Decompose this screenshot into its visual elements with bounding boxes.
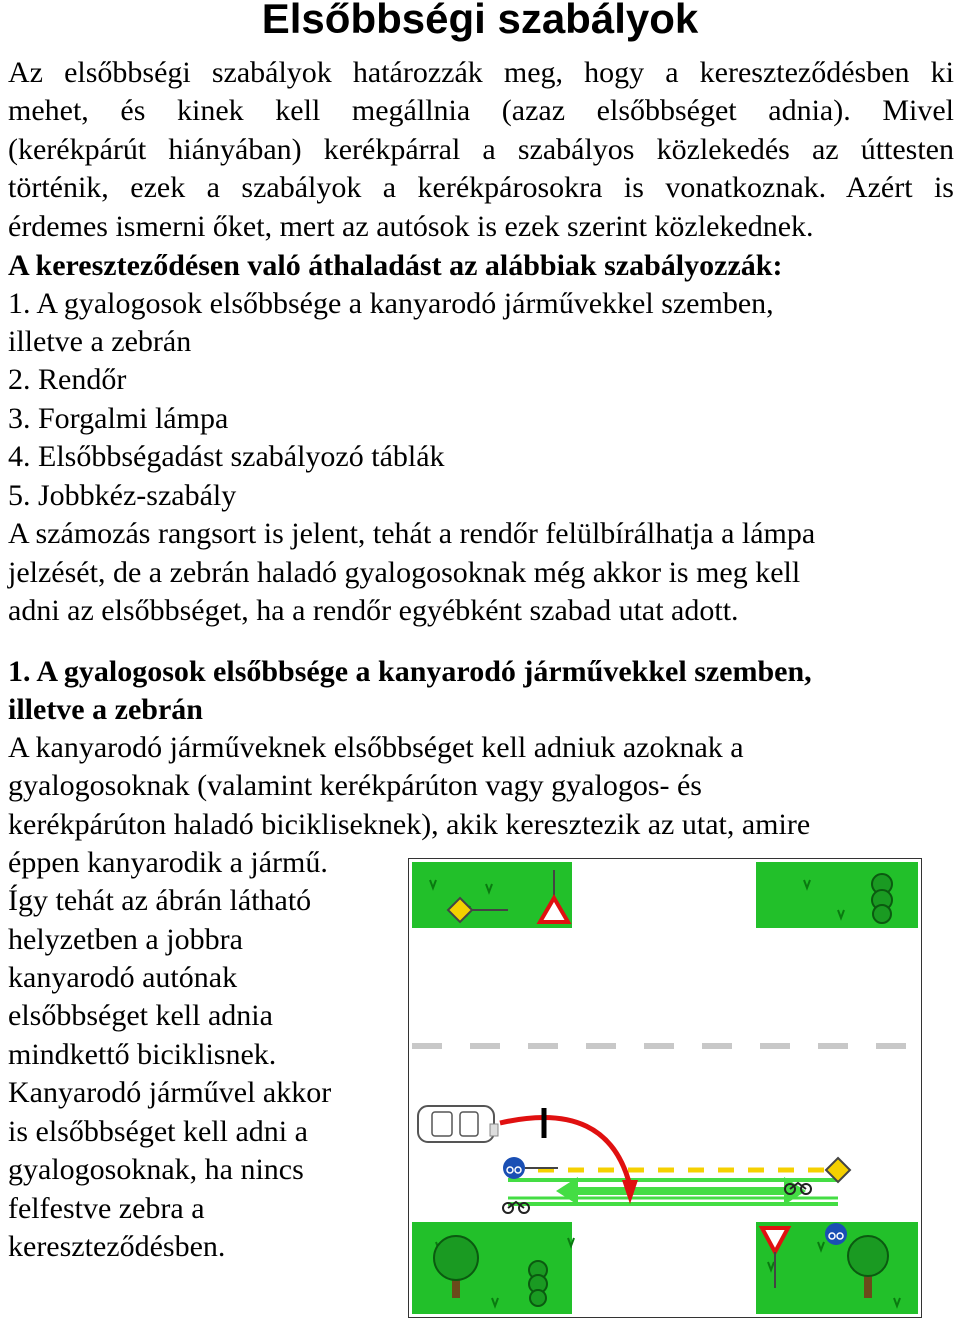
rule-item: 1. A gyalogosok elsőbbsége a kanyarodó járművekkel szemben,: [8, 287, 774, 320]
rule-item: 2. Rendőr: [8, 363, 127, 396]
bike-path-sign-icon: [825, 1223, 847, 1245]
section-body-line: kanyarodó autónak: [8, 961, 238, 994]
section-body-line: Így tehát az ábrán látható: [8, 884, 312, 917]
intro-line: mehet, és kinek kell megállnia (azaz elsőbbséget adnia). Mivel: [8, 94, 954, 127]
section-body-line: mindkettő biciklisnek.: [8, 1038, 277, 1071]
page-title: Elsőbbségi szabályok: [261, 0, 699, 42]
section-heading: illetve a zebrán: [8, 693, 203, 726]
section-body-line: kerékpárúton haladó bicikliseknek), akik keresztezik az utat, amire: [8, 808, 811, 841]
section-body-line: helyzetben a jobbra: [8, 923, 243, 956]
rule-item: 5. Jobbkéz-szabály: [8, 479, 237, 512]
bush-icon: [529, 1261, 547, 1306]
ranking-note-line: adni az elsőbbséget, ha a rendőr egyébként szabad utat adott.: [8, 594, 739, 627]
intro-line: (kerékpárút hiányában) kerékpárral a szabályos közlekedés az úttesten: [8, 133, 954, 166]
grass-top-right: [756, 862, 918, 928]
section-heading: 1. A gyalogosok elsőbbsége a kanyarodó járművekkel szemben,: [8, 655, 812, 688]
section-body-line: elsőbbséget kell adnia: [8, 999, 273, 1032]
rule-item: illetve a zebrán: [8, 325, 192, 358]
section-body-line: kereszteződésben.: [8, 1230, 226, 1263]
section-body-line: gyalogosoknak (valamint kerékpárúton vagy gyalogos- és: [8, 769, 702, 802]
rule-item: 3. Forgalmi lámpa: [8, 402, 229, 435]
rules-heading: A kereszteződésen való áthaladást az alábbiak szabályozzák:: [8, 249, 783, 282]
section-body-line: A kanyarodó járműveknek elsőbbséget kell adniuk azoknak a: [8, 731, 744, 764]
section-body-line: felfestve zebra a: [8, 1192, 205, 1225]
ranking-note-line: A számozás rangsort is jelent, tehát a rendőr felülbírálhatja a lámpa: [8, 517, 816, 550]
section-body-line: Kanyarodó járművel akkor: [8, 1076, 332, 1109]
ranking-note-line: jelzését, de a zebrán haladó gyalogosoknak még akkor is meg kell: [8, 556, 801, 589]
intro-line: történik, ezek a szabályok a kerékpárosokra is vonatkoznak. Azért is: [8, 171, 954, 204]
rule-item: 4. Elsőbbségadást szabályozó táblák: [8, 440, 445, 473]
bush-icon: [872, 874, 892, 923]
intro-line: Az elsőbbségi szabályok határozzák meg, hogy a kereszteződésben ki: [8, 56, 954, 89]
intersection-diagram: [408, 858, 922, 1318]
section-body-line: éppen kanyarodik a jármű.: [8, 846, 328, 879]
intro-line: érdemes ismerni őket, mert az autósok is ezek szerint közlekednek.: [8, 210, 814, 243]
car-icon: [418, 1106, 498, 1142]
section-body-line: is elsőbbséget kell adni a: [8, 1115, 308, 1148]
section-body-line: gyalogosoknak, ha nincs: [8, 1153, 304, 1186]
